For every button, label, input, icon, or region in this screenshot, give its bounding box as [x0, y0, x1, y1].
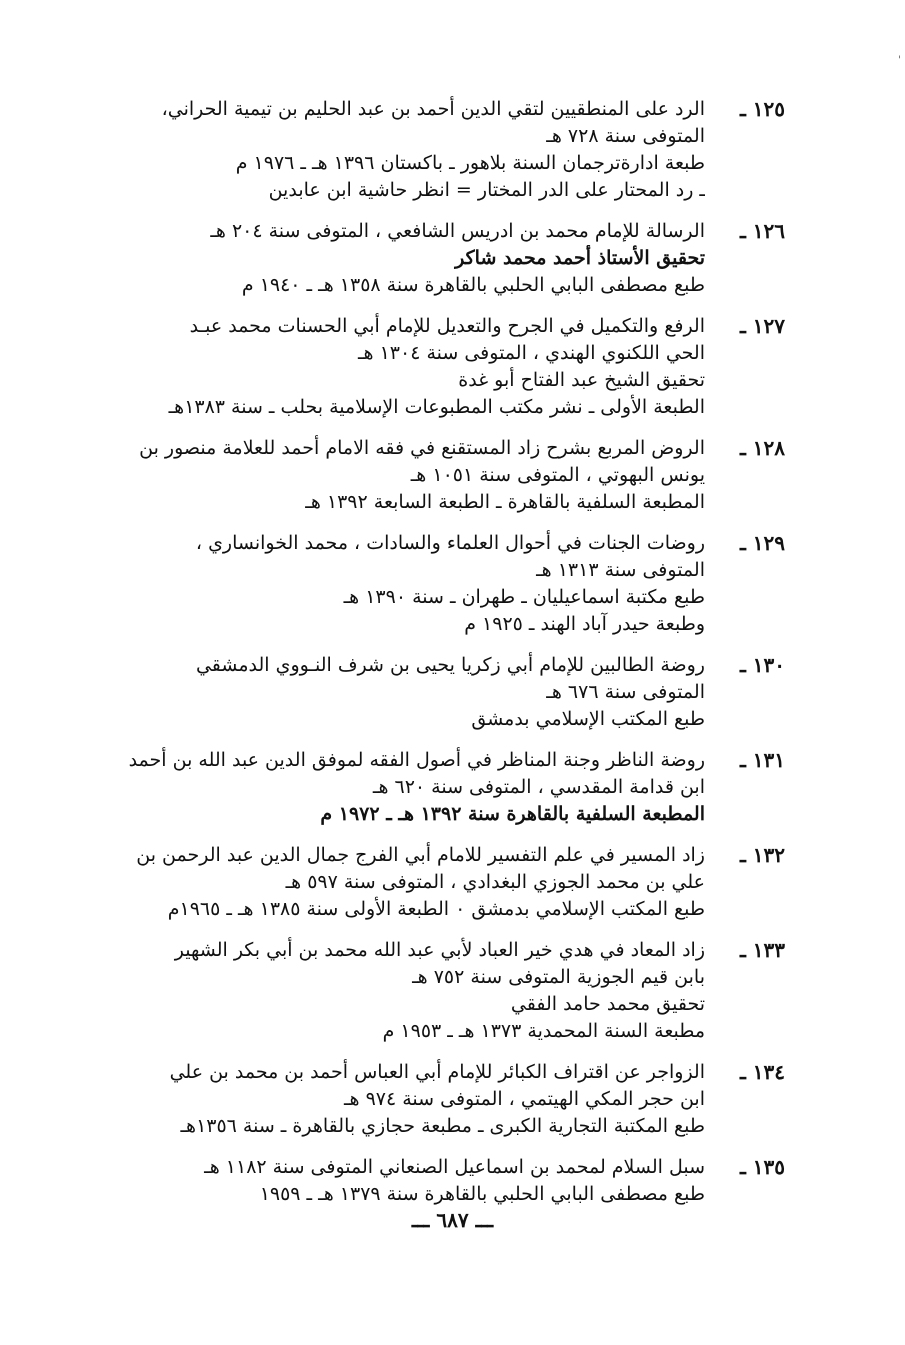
entry-number: ١٣٤ ـ: [739, 1060, 785, 1084]
entry-line: سبل السلام لمحمد بن اسماعيل الصنعاني المتوفى سنة ١١٨٢ هـ: [204, 1156, 705, 1178]
entry-line: روضة الناظر وجنة المناظر في أصول الفقه لموفق الدين عبد الله بن أحمد: [128, 749, 705, 771]
entry-line: وطبعة حيدر آباد الهند ـ ١٩٢٥ م: [464, 613, 705, 635]
entry-line: الرسالة للإمام محمد بن ادريس الشافعي ، المتوفى سنة ٢٠٤ هـ: [210, 220, 705, 242]
bibliography-entry: [110, 1154, 785, 1208]
entry-line: طبع مصطفى البابي الحلبي بالقاهرة سنة ١٣٥٨ هـ ـ ١٩٤٠ م: [241, 274, 705, 296]
entry-body: [110, 1154, 705, 1208]
entry-line: علي بن محمد الجوزي البغدادي ، المتوفى سنة ٥٩٧ هـ: [285, 871, 705, 893]
page-number: ـــ ٦٨٧ ـــ: [411, 1208, 494, 1232]
margin-mark: ': [898, 55, 901, 66]
entry-line: الرفع والتكميل في الجرح والتعديل للإمام أبي الحسنات محمد عبـد: [189, 315, 705, 337]
entry-line: طبع المكتبة التجارية الكبرى ـ مطبعة حجازي بالقاهرة ـ سنة ١٣٥٦هـ: [180, 1115, 705, 1137]
bibliography-entry: [110, 313, 785, 421]
entry-line: ـ رد المحتار على الدر المختار = انظر حاشية ابن عابدين: [268, 179, 705, 201]
entry-line: تحقيق الشيخ عبد الفتاح أبو غدة: [458, 369, 705, 391]
entry-line: تحقيق محمد حامد الفقي: [510, 993, 705, 1015]
entry-body: [110, 842, 705, 923]
entry-number: ١٢٥ ـ: [739, 97, 785, 121]
entry-line: مطبعة السنة المحمدية ١٣٧٣ هـ ـ ١٩٥٣ م: [382, 1020, 705, 1042]
entry-line: روضة الطالبين للإمام أبي زكريا يحيى بن شرف النـووي الدمشقي: [195, 654, 705, 676]
entry-body: [110, 218, 705, 299]
bibliography-entry: [110, 842, 785, 923]
bibliography-entry: [110, 747, 785, 828]
entry-body: [110, 530, 705, 638]
entry-line: الحي اللكنوي الهندي ، المتوفى سنة ١٣٠٤ هـ: [357, 342, 705, 364]
bibliography-entry: [110, 1059, 785, 1140]
entry-number: ١٣٥ ـ: [739, 1155, 785, 1179]
bibliography-entry: [110, 96, 785, 204]
bibliography-entry: [110, 937, 785, 1045]
entry-line: زاد المعاد في هدي خير العباد لأبي عبد الله محمد بن أبي بكر الشهير: [174, 939, 705, 961]
entry-line: طبع المكتب الإسلامي بدمشق ٠ الطبعة الأولى سنة ١٣٨٥ هـ ـ ١٩٦٥م: [167, 898, 705, 920]
entry-body: [110, 747, 705, 828]
entry-line: تحقيق الأستاذ أحمد محمد شاكر: [455, 247, 705, 269]
bibliography-entry: [110, 652, 785, 733]
bibliography-list: [110, 96, 785, 1208]
entry-body: [110, 652, 705, 733]
entry-number: ١٢٨ ـ: [739, 436, 785, 460]
entry-number: ١٣١ ـ: [739, 748, 785, 772]
entry-number: ١٢٧ ـ: [739, 314, 785, 338]
bibliography-entry: [110, 530, 785, 638]
entry-line: طبعة ادارةترجمان السنة بلاهور ـ باكستان ١٣٩٦ هـ ـ ١٩٧٦ م: [235, 152, 705, 174]
entry-line: المطبعة السلفية بالقاهرة سنة ١٣٩٢ هـ ـ ١٩٧٢ م: [320, 803, 705, 825]
entry-line: زاد المسير في علم التفسير للامام أبي الفرج جمال الدين عبد الرحمن بن: [136, 844, 705, 866]
entry-line: طبع المكتب الإسلامي بدمشق: [471, 708, 705, 730]
entry-line: ابن حجر المكي الهيتمي ، المتوفى سنة ٩٧٤ هـ: [343, 1088, 705, 1110]
entry-line: الرد على المنطقيين لتقي الدين أحمد بن عبد الحليم بن تيمية الحراني،: [161, 98, 705, 120]
entry-line: روضات الجنات في أحوال العلماء والسادات ، محمد الخوانساري ،: [195, 532, 705, 554]
entry-line: المطبعة السلفية بالقاهرة ـ الطبعة السابعة ١٣٩٢ هـ: [305, 491, 705, 513]
entry-line: المتوفى سنة ١٣١٣ هـ: [536, 559, 705, 581]
entry-body: [110, 313, 705, 421]
entry-line: ابن قدامة المقدسي ، المتوفى سنة ٦٢٠ هـ: [372, 776, 705, 798]
entry-line: المتوفى سنة ٦٧٦ هـ: [546, 681, 705, 703]
entry-body: [110, 435, 705, 516]
bibliography-entry: [110, 218, 785, 299]
entry-line: بابن قيم الجوزية المتوفى سنة ٧٥٢ هـ: [412, 966, 705, 988]
entry-body: [110, 937, 705, 1045]
entry-number: ١٢٩ ـ: [739, 531, 785, 555]
entry-line: الطبعة الأولى ـ نشر مكتب المطبوعات الإسلامية بحلب ـ سنة ١٣٨٣هـ: [168, 396, 705, 418]
entry-line: الزواجر عن اقتراف الكبائر للإمام أبي العباس أحمد بن محمد بن علي: [169, 1061, 705, 1083]
entry-line: طبع مكتبة اسماعيليان ـ طهران ـ سنة ١٣٩٠ هـ: [343, 586, 705, 608]
entry-number: ١٣٠ ـ: [739, 653, 785, 677]
entry-line: الروض المربع بشرح زاد المستقنع في فقه الامام أحمد للعلامة منصور بن: [139, 437, 705, 459]
entry-line: المتوفى سنة ٧٢٨ هـ: [546, 125, 705, 147]
entry-body: [110, 1059, 705, 1140]
entry-line: طبع مصطفى البابي الحلبي بالقاهرة سنة ١٣٧٩ هـ ـ ١٩٥٩: [259, 1183, 705, 1205]
entry-line: يونس البهوتي ، المتوفى سنة ١٠٥١ هـ: [410, 464, 705, 486]
entry-number: ١٣٢ ـ: [739, 843, 785, 867]
entry-number: ١٣٣ ـ: [739, 938, 785, 962]
entry-body: [110, 96, 705, 204]
entry-number: ١٢٦ ـ: [739, 219, 785, 243]
bibliography-entry: [110, 435, 785, 516]
